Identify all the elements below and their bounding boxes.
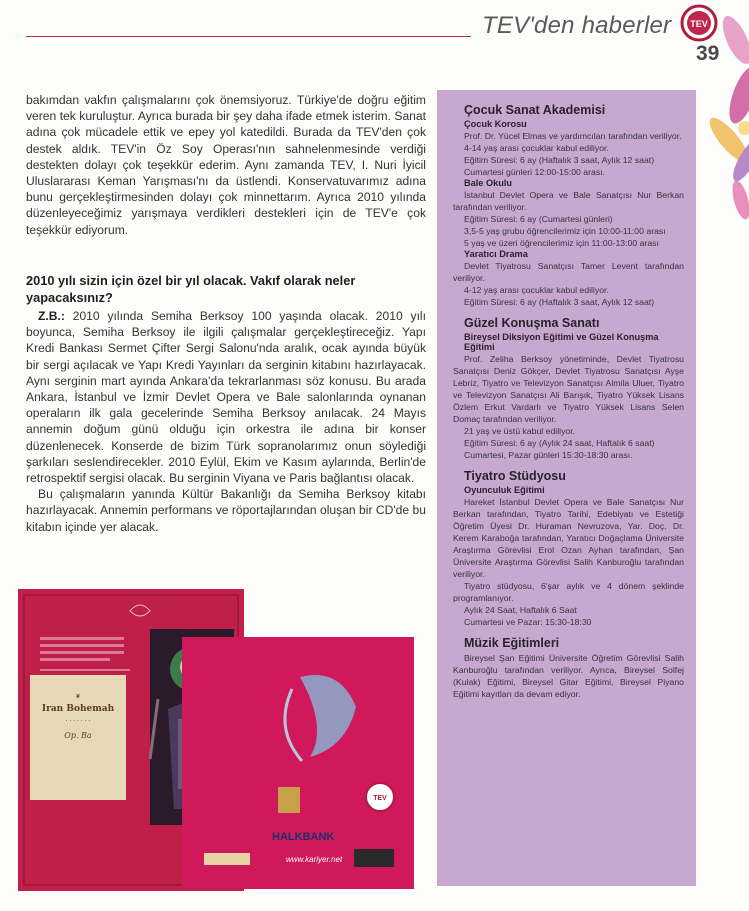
bale-line: Eğitim Süresi: 6 ay (Cumartesi günleri) (464, 214, 613, 224)
guzel-subtitle: Bireysel Diksiyon Eğitimi ve Güzel Konuşma Eğitimi (464, 332, 659, 352)
koro-line: Eğitim Süresi: 6 ay (Haftalık 3 saat, Aylık 12 saat) (464, 155, 655, 165)
tiyatro-line: Aylık 24 Saat, Haftalık 6 Saat (464, 605, 577, 615)
answer-label: Z.B.: (38, 309, 65, 323)
cocuk-title: Çocuk Sanat Akademisi (464, 103, 606, 117)
answer-text (26, 308, 426, 535)
halkbank-logo: HALKBANK (272, 831, 335, 843)
tev-logo-text: TEV (690, 19, 708, 29)
header-rule (26, 36, 471, 37)
bale-line: 3,5-5 yaş grubu öğrencilerimiz için 10:00-11:00 arası (464, 226, 666, 236)
intro-paragraph: bakımdan vakfın çalışmalarını çok önemsiyoruz. Türkiye'de doğru eğitim veren tek kuruluştur. Ayrıca burada bir şey daha ifade etmek isterim. Sanat adına çok mücadele ettik ve epey yol katedildi. Burada da TEV'den çok destek aldık. TEV'in Öz Soy Operası'nın sahnelenmesinde verdiği destekten dolayı çok teşekkür ederim. Aynı zamanda TEV, I. Nuri İyicil Uluslararası Keman Yarışması'nı da üstlendi. Konservatuvarımız adına bunu gerçekleştirmesinden dolayı çok minnettarım. Ayrıca 2010 yılında düzenleyeceğimiz yarışmaya verdikleri destekleri için de TEV'e çok teşekkür ediyorum. (26, 93, 426, 237)
tiyatro-title: Tiyatro Stüdyosu (464, 469, 566, 483)
card-line: Op. Ba (64, 731, 92, 740)
drama-line: Eğitim Süresi: 6 ay (Haftalık 3 saat, Aylık 12 saat) (464, 297, 655, 307)
guzel-line: Eğitim Süresi: 6 ay (Aylık 24 saat, Haftalık 6 saat) (464, 438, 655, 448)
koro-subtitle: Çocuk Korosu (464, 119, 527, 129)
card-name: Iran Bohemah (41, 704, 115, 714)
section-title: TEV'den haberler (482, 12, 672, 39)
drama-line: Devlet Tiyatrosu Sanatçısı Tamer Levent tarafından veriliyor. (453, 261, 684, 283)
kariyer-url: www.kariyer.net (286, 855, 343, 864)
guzel-line: Cumartesi, Pazar günleri 15:30-18:30 arası. (464, 450, 633, 460)
tiyatro-section (453, 469, 684, 628)
bale-line: İstanbul Devlet Opera ve Bale Sanatçısı Nur Berkan tarafından veriliyor. (453, 190, 684, 212)
intro-text (26, 92, 426, 238)
tiyatro-subtitle: Oyunculuk Eğitimi (464, 485, 545, 495)
closing-paragraph: Bu çalışmaların yanında Kültür Bakanlığı da Semiha Berksoy kitabı hazırlayacak. Annemin performans ve röportajlarından oluşan bir CD'de bu kitabın içinde yer alacak. (26, 487, 426, 534)
guzel-title: Güzel Konuşma Sanatı (464, 316, 600, 330)
muzik-line: Bireysel Şan Eğitimi Üniversite Öğretim Görevlisi Salih Kanburoğlu tarafından veriliyor. Ayrıca, Bireysel Solfej (Kulak) Eğitimi, Bireysel Gitar Eğitimi, Bireysel Piyano Eğitimi kayıtları da devam ediyor. (453, 653, 684, 699)
koro-line: Prof. Dr. Yücel Elmas ve yardımcıları tarafından veriliyor. (464, 131, 682, 141)
answer-paragraph (26, 308, 426, 486)
guzel-section (453, 316, 684, 461)
card-detail: · · · · · · · (65, 718, 91, 725)
interview-question: 2010 yılı sizin için özel bir yıl olacak. Vakıf olarak neler yapacaksınız? (26, 273, 356, 305)
page-number: 39 (696, 42, 720, 65)
koro-line: Cumartesi günleri 12:00-15:00 arası. (464, 167, 606, 177)
cocuk-section (453, 103, 684, 308)
angel-wing-icon (182, 637, 414, 889)
guzel-line: Prof. Zeliha Berksoy yönetiminde, Devlet Tiyatrosu Sanatçısı Deniz Gökçer, Devlet Tiyatrosu Sanatçısı Ayşe Lebriz, Tiyatro ve Televizyon Sanatçısı Almila Uluer, Tiyatro ve Televizyon Sanatçısı Ali Barışık, Tiyatro Yüksek Lisans Özlem Erkut Vardarlı ve Tiyatro Yüksek Lisans Selen Domaç tarafından veriliyor. (453, 354, 684, 424)
card-crest: ❦ (75, 693, 81, 700)
tiyatro-line: Tiyatro stüdyosu, 6'şar aylık ve 4 dönem şeklinde programlanıyor. (453, 581, 684, 603)
invitation-card (30, 675, 126, 800)
answer-body: 2010 yılında Semiha Berksoy 100 yaşında olacak. 2010 yılı boyunca, Semiha Berksoy ile ilgili çalışmalar gerçekleştireceğiz. Yapı Kredi Bankası Sermet Çifter Sergi Salonu'nda aralık, ocak ayında büyük bir sergi açılacak ve Yapı Kredi Yayınları da serginin kitabını hazırlayacak. Aynı serginin mart ayında Ankara'da tekrarlanması söz konusu. Bu arada Ankara, İstanbul ve İzmir Devlet Opera ve Bale salonlarında oynanan operaların ilk gala gecelerinde Semiha Berksoy anılacak. 24 Mayıs annemin doğum günü olduğu için orkestra ile adına bir konser düzenlenecek. Konserde de bizim Türk sopranolarımız onun söylediği şarkıları seslendirecekler. 2010 Eylül, Ekim ve Kasım aylarında, Berlin'de retrospektif sergisi olacak. Bu serginin Viyana ve Paris bağlantısı olacak. (26, 309, 426, 486)
muzik-section (453, 636, 684, 700)
education-sidebar (437, 90, 696, 886)
drama-subtitle: Yaratıcı Drama (464, 249, 528, 259)
guzel-line: 21 yaş ve üstü kabul ediliyor. (464, 426, 576, 436)
koro-line: 4-14 yaş arası çocuklar kabul ediliyor. (464, 143, 609, 153)
flower-decoration-icon (689, 0, 749, 230)
bale-line: 5 yaş ve üzeri öğrencilerimiz için 11:00-13:00 arası (464, 238, 659, 248)
muzik-title: Müzik Eğitimleri (464, 636, 560, 650)
invitation-photo-right (182, 637, 414, 889)
tiyatro-line: Hareket İstanbul Devlet Opera ve Bale Sanatçısı Nur Berkan tarafından, Tiyatro Tarihi, Edebiyatı ve Estetiği Öğretim Üyesi Dr. Huraman Nevruzova, Yar. Doç. Dr. Kerem Karaboğa tarafından, Yaratıcı Doğaçlama Üniversite Araştırma Görevlisi Erol Ozan Ayhan tarafından, Şan Üniversite Araştırma Görevlisi Salih Kanburoğlu tarafından veriliyor. (453, 497, 684, 579)
bale-subtitle: Bale Okulu (464, 178, 512, 188)
drama-line: 4-12 yaş arası çocuklar kabul ediliyor. (464, 285, 609, 295)
tiyatro-line: Cumartesi ve Pazar: 15:30-18:30 (464, 617, 592, 627)
tev-badge: TEV (373, 795, 387, 802)
